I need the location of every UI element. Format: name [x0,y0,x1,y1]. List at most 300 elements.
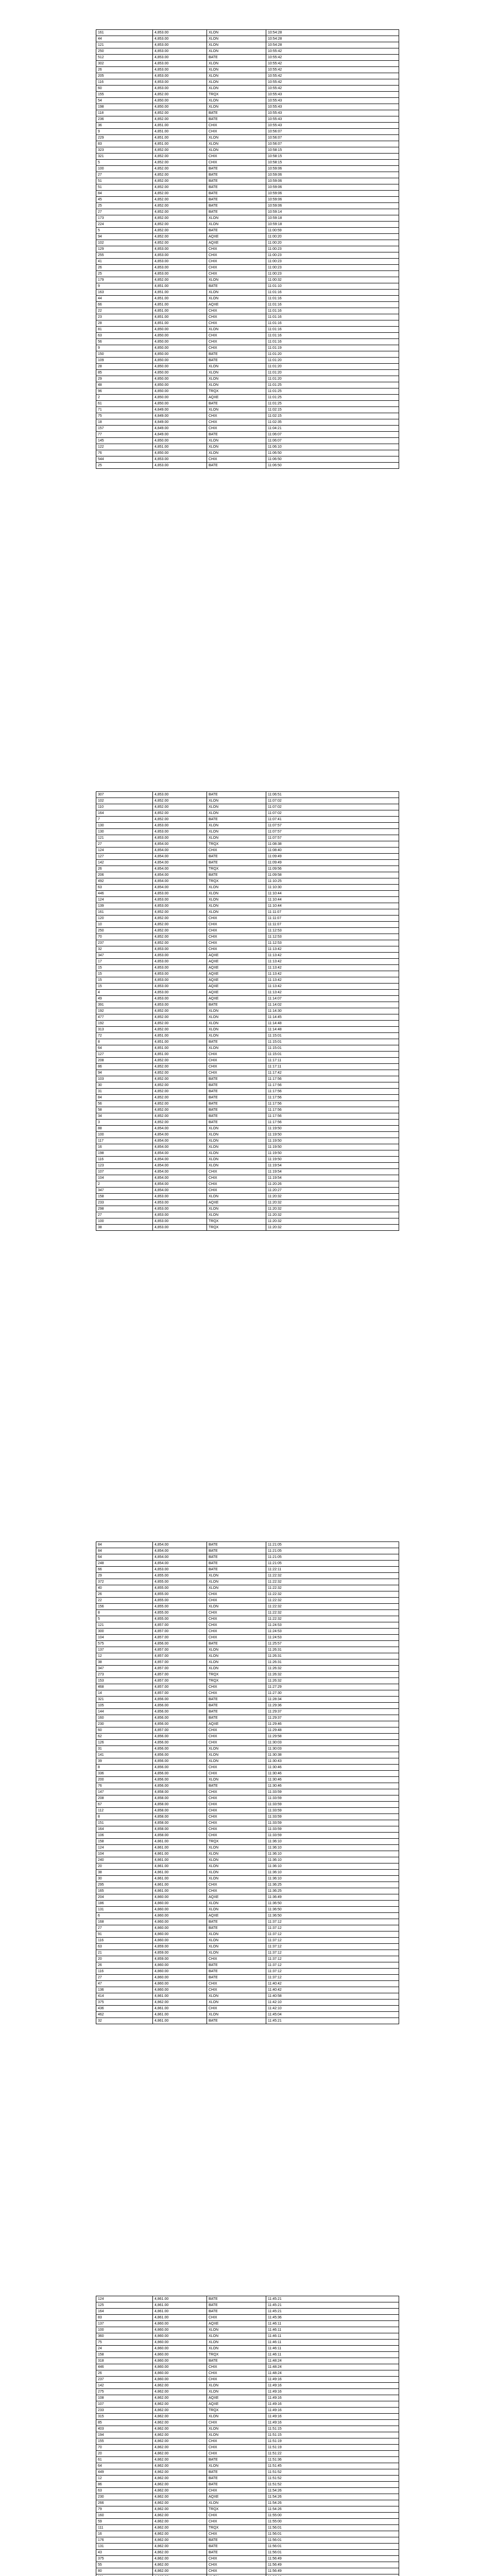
venue-cell: CHIX [207,308,266,314]
venue-cell: AQXE [207,395,266,401]
time-cell: 11:40:42 [266,1981,399,1987]
volume-cell: 168 [96,1919,153,1925]
price-cell: 4,853.00 [153,959,207,965]
table-row [96,290,399,296]
table-row [96,2568,399,2574]
price-cell: 4,854.00 [153,841,207,848]
venue-cell: CHIX [207,2562,266,2568]
table-row [96,848,399,854]
price-cell: 4,857.00 [153,1635,207,1641]
volume-cell: 192 [96,1021,153,1027]
table-row [96,98,399,104]
volume-cell: 8 [96,1765,153,1771]
venue-cell: CHIX [207,1826,266,1833]
venue-cell: BATE [207,1107,266,1113]
price-cell: 4,860.00 [153,1987,207,1993]
volume-cell: 116 [96,1938,153,1944]
venue-cell: XLON [207,450,266,456]
price-cell: 4,853.00 [153,977,207,984]
table-row [96,1938,399,1944]
venue-cell: CHIX [207,1789,266,1795]
volume-cell: 275 [96,2389,153,2395]
table-row [96,1641,399,1647]
volume-cell: 85 [96,2420,153,2426]
volume-cell: 205 [96,73,153,79]
time-cell: 11:04:21 [266,426,399,432]
venue-cell: BATE [207,854,266,860]
time-cell: 11:29:48 [266,1727,399,1734]
volume-cell: 41 [96,259,153,265]
venue-cell: TRQX [207,878,266,885]
venue-cell: XLON [207,1144,266,1150]
venue-cell: TRQX [207,92,266,98]
price-cell: 4,853.00 [153,829,207,835]
volume-cell: 47 [96,1981,153,1987]
time-cell: 11:10:30 [266,885,399,891]
price-cell: 4,858.00 [153,1802,207,1808]
venue-cell: CHIX [207,1795,266,1802]
table-row [96,2525,399,2531]
time-cell: 11:13:42 [266,977,399,984]
price-cell: 4,858.00 [153,1808,207,1814]
time-cell: 11:11:07 [266,916,399,922]
time-cell: 10:59:06 [266,166,399,172]
volume-cell: 160 [96,1715,153,1721]
venue-cell: BATE [207,1548,266,1554]
time-cell: 11:26:32 [266,1672,399,1678]
table-row [96,1944,399,1950]
time-cell: 11:20:26 [266,1181,399,1188]
price-cell: 4,861.00 [153,2302,207,2309]
volume-cell: 36 [96,123,153,129]
table-row [96,1027,399,1033]
volume-cell: 80 [96,2568,153,2574]
time-cell: 11:49:16 [266,2401,399,2408]
venue-cell: XLON [207,891,266,897]
table-row [96,1962,399,1969]
price-cell: 4,852.00 [153,1107,207,1113]
venue-cell: CHIX [207,1740,266,1746]
price-cell: 4,852.00 [153,178,207,184]
price-cell: 4,856.00 [153,1734,207,1740]
venue-cell: XLON [207,104,266,110]
volume-cell: 63 [96,333,153,339]
time-cell: 11:20:32 [266,1225,399,1231]
table-row [96,798,399,804]
time-cell: 11:06:07 [266,438,399,444]
price-cell: 4,851.00 [153,302,207,308]
volume-cell: 110 [96,804,153,810]
time-cell: 10:59:06 [266,172,399,178]
volume-cell: 198 [96,1150,153,1157]
volume-cell: 161 [96,909,153,916]
price-cell: 4,854.00 [153,878,207,885]
price-cell: 4,862.00 [153,2556,207,2562]
price-cell: 4,854.00 [153,1175,207,1181]
table-row [96,463,399,469]
time-cell: 11:17:56 [266,1089,399,1095]
table-row [96,860,399,866]
volume-cell: 130 [96,823,153,829]
volume-cell: 302 [96,61,153,67]
volume-cell: 347 [96,1188,153,1194]
volume-cell: 8 [96,1610,153,1616]
time-cell: 11:20:32 [266,1200,399,1206]
venue-cell: XLON [207,296,266,302]
price-cell: 4,852.00 [153,203,207,209]
volume-cell: 250 [96,48,153,55]
table-row [96,160,399,166]
volume-cell: 26 [96,866,153,872]
venue-cell: CHIX [207,2364,266,2370]
price-cell: 4,854.00 [153,885,207,891]
time-cell: 11:01:19 [266,345,399,351]
price-cell: 4,851.00 [153,135,207,141]
venue-cell: CHIX [207,1616,266,1622]
volume-cell: 32 [96,2018,153,2024]
volume-cell: 295 [96,1882,153,1888]
table-row [96,302,399,308]
venue-cell: CHIX [207,2513,266,2519]
venue-cell: XLON [207,1045,266,1052]
venue-cell: BATE [207,2469,266,2476]
table-row [96,327,399,333]
table-row [96,2401,399,2408]
price-cell: 4,853.00 [153,792,207,798]
time-cell: 11:26:32 [266,1678,399,1684]
table-row [96,1101,399,1107]
venue-cell: XLON [207,1863,266,1870]
time-cell: 11:01:16 [266,302,399,308]
venue-cell: BATE [207,1082,266,1089]
table-row [96,2544,399,2550]
volume-cell: 108 [96,2395,153,2401]
table-row [96,364,399,370]
price-cell: 4,853.00 [153,897,207,903]
time-cell: 11:22:32 [266,1610,399,1616]
time-cell: 11:01:20 [266,358,399,364]
volume-cell: 116 [96,1157,153,1163]
time-cell: 11:01:16 [266,339,399,345]
table-row [96,283,399,290]
venue-cell: XLON [207,1938,266,1944]
price-cell: 4,853.00 [153,259,207,265]
price-cell: 4,862.00 [153,2562,207,2568]
table-row [96,940,399,946]
volume-cell: 165 [96,1888,153,1894]
volume-cell: 186 [96,1901,153,1907]
time-cell: 11:00:20 [266,240,399,246]
price-cell: 4,853.00 [153,835,207,841]
volume-cell: 512 [96,55,153,61]
table-row [96,1585,399,1591]
price-cell: 4,855.00 [153,1573,207,1579]
venue-cell: XLON [207,1857,266,1863]
time-cell: 11:20:27 [266,1188,399,1194]
time-cell: 11:01:16 [266,290,399,296]
price-cell: 4,849.00 [153,407,207,413]
venue-cell: XLON [207,2012,266,2018]
venue-cell: XLON [207,1647,266,1653]
time-cell: 11:00:23 [266,259,399,265]
price-cell: 4,861.00 [153,2296,207,2302]
volume-cell: 273 [96,1672,153,1678]
volume-cell: 83 [96,2315,153,2321]
volume-cell: 336 [96,1771,153,1777]
price-cell: 4,861.00 [153,1845,207,1851]
price-cell: 4,850.00 [153,351,207,358]
venue-cell: XLON [207,370,266,376]
volume-cell: 22 [96,1598,153,1604]
venue-cell: CHIX [207,1814,266,1820]
time-cell: 11:49:16 [266,2395,399,2401]
time-cell: 11:30:46 [266,1765,399,1771]
volume-cell: 414 [96,1993,153,1999]
volume-cell: 237 [96,2377,153,2383]
volume-cell: 116 [96,79,153,86]
table-row [96,432,399,438]
price-cell: 4,857.00 [153,1647,207,1653]
time-cell: 11:37:12 [266,1950,399,1956]
price-cell: 4,853.00 [153,1206,207,1212]
volume-cell: 64 [96,2463,153,2469]
venue-cell: XLON [207,1014,266,1021]
venue-cell: AQXE [207,234,266,240]
time-cell: 11:48:24 [266,2364,399,2370]
table-row [96,345,399,351]
price-cell: 4,852.00 [153,197,207,203]
volume-cell: 26 [96,67,153,73]
price-cell: 4,850.00 [153,401,207,407]
volume-cell: 91 [96,1931,153,1938]
table-row [96,2550,399,2556]
time-cell: 11:51:36 [266,2457,399,2463]
time-cell: 10:56:07 [266,135,399,141]
volume-cell: 85 [96,370,153,376]
volume-cell: 194 [96,2432,153,2438]
table-row [96,829,399,835]
venue-cell: XLON [207,61,266,67]
table-row [96,1894,399,1901]
table-row [96,1678,399,1684]
volume-cell: 100 [96,1218,153,1225]
table-row [96,308,399,314]
venue-cell: CHIX [207,922,266,928]
time-cell: 11:20:32 [266,1206,399,1212]
volume-cell: 179 [96,277,153,283]
price-cell: 4,853.00 [153,73,207,79]
volume-cell: 79 [96,2506,153,2513]
table-row [96,2463,399,2469]
volume-cell: 315 [96,2414,153,2420]
table-row [96,1925,399,1931]
table-row [96,1826,399,1833]
volume-cell: 88 [96,1126,153,1132]
price-cell: 4,852.00 [153,184,207,191]
venue-cell: CHIX [207,2488,266,2494]
price-cell: 4,851.00 [153,1039,207,1045]
table-row [96,2494,399,2500]
price-cell: 4,852.00 [153,1058,207,1064]
venue-cell: BATE [207,2018,266,2024]
volume-cell: 116 [96,1969,153,1975]
price-cell: 4,862.00 [153,2445,207,2451]
venue-cell: BATE [207,178,266,184]
volume-cell: 391 [96,1002,153,1008]
venue-cell: XLON [207,444,266,450]
price-cell: 4,861.00 [153,1993,207,1999]
time-cell: 11:33:59 [266,1789,399,1795]
volume-cell: 118 [96,110,153,116]
venue-cell: CHIX [207,2370,266,2377]
volume-cell: 147 [96,1789,153,1795]
venue-cell: XLON [207,1653,266,1659]
price-cell: 4,859.00 [153,1956,207,1962]
price-cell: 4,856.00 [153,1697,207,1703]
price-cell: 4,860.00 [153,2358,207,2364]
time-cell: 11:26:32 [266,1666,399,1672]
time-cell: 11:22:11 [266,1567,399,1573]
table-row [96,277,399,283]
price-cell: 4,861.00 [153,1876,207,1882]
table-row [96,1659,399,1666]
venue-cell: CHIX [207,1690,266,1697]
volume-cell: 44 [96,296,153,302]
table-row [96,1802,399,1808]
price-cell: 4,861.00 [153,1870,207,1876]
venue-cell: BATE [207,55,266,61]
volume-cell: 121 [96,42,153,48]
time-cell: 11:06:51 [266,792,399,798]
table-row [96,30,399,36]
volume-cell: 12 [96,2476,153,2482]
price-cell: 4,855.00 [153,1610,207,1616]
price-cell: 4,862.00 [153,2401,207,2408]
table-row [96,1629,399,1635]
volume-cell: 84 [96,191,153,197]
volume-cell: 60 [96,1727,153,1734]
time-cell: 11:54:26 [266,2506,399,2513]
time-cell: 11:00:23 [266,252,399,259]
volume-cell: 60 [96,86,153,92]
time-cell: 11:10:25 [266,878,399,885]
time-cell: 11:01:25 [266,401,399,407]
time-cell: 11:36:50 [266,1901,399,1907]
price-cell: 4,853.00 [153,1212,207,1218]
venue-cell: CHIX [207,2451,266,2457]
venue-cell: CHIX [207,1833,266,1839]
price-cell: 4,855.00 [153,1598,207,1604]
time-cell: 11:17:56 [266,1113,399,1120]
table-row [96,1715,399,1721]
table-row [96,42,399,48]
price-cell: 4,852.00 [153,1014,207,1021]
venue-cell: XLON [207,1033,266,1039]
table-row [96,1870,399,1876]
time-cell: 11:19:50 [266,1132,399,1138]
time-cell: 11:36:10 [266,1863,399,1870]
time-cell: 11:30:03 [266,1746,399,1752]
time-cell: 11:17:56 [266,1076,399,1082]
table-row [96,1052,399,1058]
table-row [96,1746,399,1752]
volume-cell: 27 [96,209,153,215]
time-cell: 11:01:16 [266,314,399,320]
venue-cell: XLON [207,1008,266,1014]
table-row [96,1542,399,1548]
price-cell: 4,851.00 [153,1033,207,1039]
time-cell [266,2574,399,2576]
volume-cell: 237 [96,940,153,946]
table-row [96,1126,399,1132]
trade-table-3 [96,1541,399,2024]
venue-cell: BATE [207,1542,266,1548]
time-cell: 11:13:42 [266,990,399,996]
price-cell: 4,853.00 [153,42,207,48]
time-cell: 11:54:26 [266,2500,399,2506]
time-cell: 10:56:07 [266,129,399,135]
table-row [96,2358,399,2364]
time-cell: 10:59:18 [266,222,399,228]
time-cell: 10:59:06 [266,178,399,184]
volume-cell: 16 [96,2531,153,2537]
venue-cell: CHIX [207,426,266,432]
volume-cell: 8 [96,1814,153,1820]
venue-cell: CHIX [207,2420,266,2426]
time-cell: 10:58:15 [266,154,399,160]
volume-cell: 544 [96,456,153,463]
volume-cell: 75 [96,413,153,419]
venue-cell: AQXE [207,959,266,965]
volume-cell: 27 [96,172,153,178]
table-row [96,2364,399,2370]
price-cell: 4,856.00 [153,1765,207,1771]
price-cell: 4,855.00 [153,1616,207,1622]
table-row [96,2426,399,2432]
time-cell: 11:45:21 [266,2309,399,2315]
volume-cell: 9 [96,345,153,351]
price-cell: 4,853.00 [153,86,207,92]
price-cell: 4,855.00 [153,1591,207,1598]
time-cell: 10:55:42 [266,79,399,86]
volume-cell: 131 [96,2544,153,2550]
venue-cell: XLON [207,1585,266,1591]
time-cell: 10:55:43 [266,110,399,116]
time-cell: 11:33:59 [266,1808,399,1814]
volume-cell: 31 [96,1089,153,1095]
venue-cell: CHIX [207,271,266,277]
venue-cell: CHIX [207,2568,266,2574]
table-row [96,67,399,73]
table-row [96,2395,399,2401]
table-row [96,804,399,810]
volume-cell: 70 [96,934,153,940]
volume-cell: 10 [96,922,153,928]
time-cell: 11:37:12 [266,1919,399,1925]
table-row [96,265,399,271]
time-cell: 11:42:10 [266,1999,399,2006]
table-row [96,2012,399,2018]
volume-cell: 20 [96,2451,153,2457]
time-cell: 11:02:15 [266,413,399,419]
price-cell: 4,856.00 [153,1715,207,1721]
venue-cell: BATE [207,1561,266,1567]
venue-cell: XLON [207,903,266,909]
table-row [96,903,399,909]
time-cell: 11:01:20 [266,351,399,358]
venue-cell: BATE [207,2309,266,2315]
price-cell: 4,862.00 [153,2568,207,2574]
